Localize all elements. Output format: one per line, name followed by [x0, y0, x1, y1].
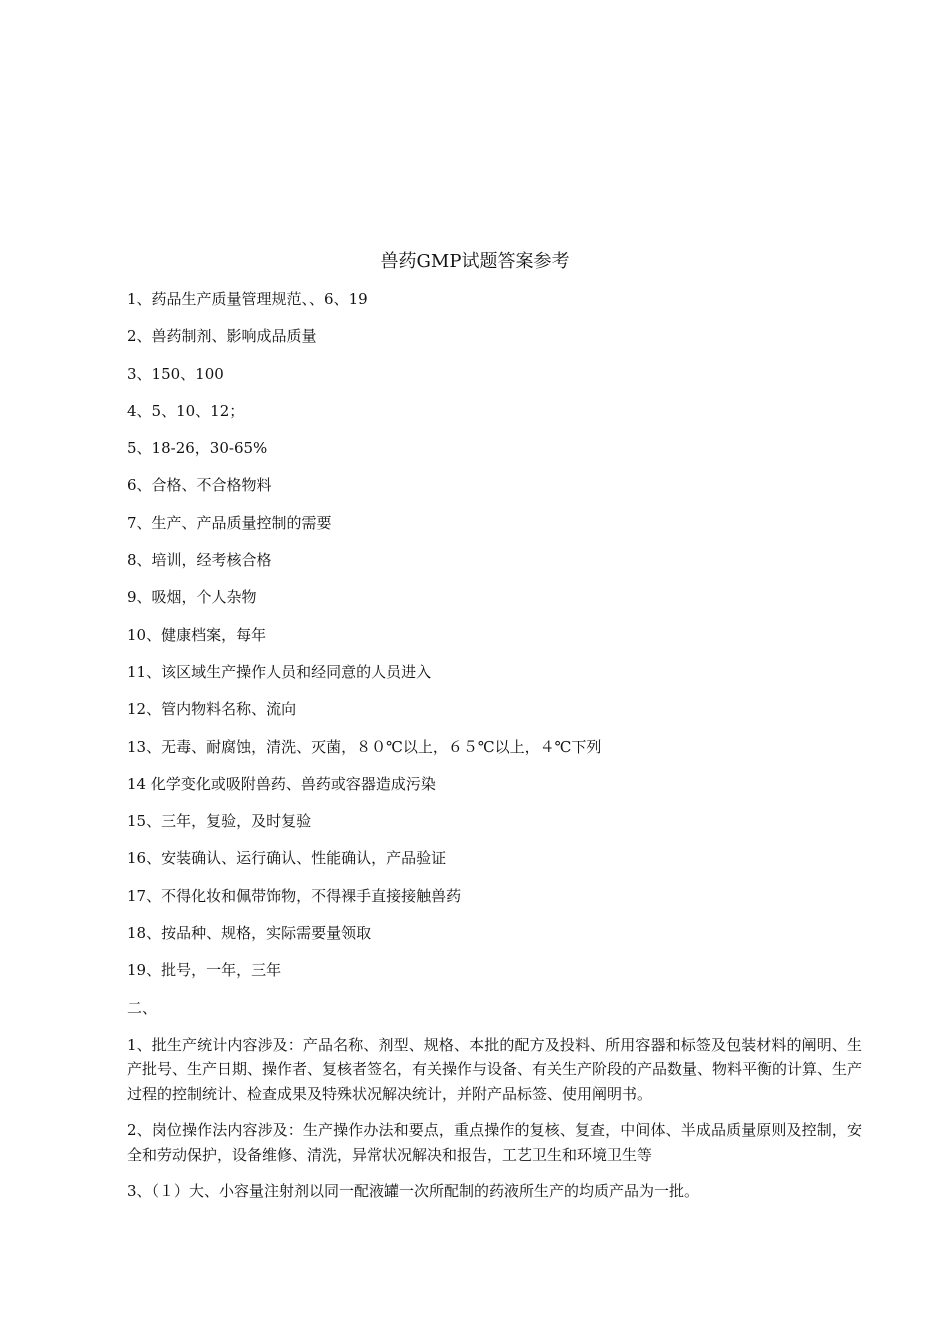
answer-line-3: 3、150、100	[127, 364, 224, 383]
document-title: 兽药GMP试题答案参考	[380, 251, 570, 272]
section2-paragraph-2: 2、岗位操作法内容涉及：生产操作办法和要点，重点操作的复核、复查，中间体、半成品质量原则及控制，安全和劳动保护，设备维修、清洗，异常状况解决和报告，工艺卫生和环境卫生等	[127, 1121, 862, 1164]
answer-line-8: 8、培训，经考核合格	[127, 551, 272, 570]
answer-line-19: 19、批号，一年，三年	[127, 961, 282, 980]
answer-line-15: 15、三年，复验，及时复验	[127, 812, 312, 831]
section2-paragraph-1: 1、批生产统计内容涉及：产品名称、剂型、规格、本批的配方及投料、所用容器和标签及包装材料的阐明、生产批号、生产日期、操作者、复核者签名，有关操作与设备、有关生产阶段的产品数量、物料平衡的计算、生产过程的控制统计、检查成果及特殊状况解决统计，并附产品标签、使用阐明书。	[127, 1035, 863, 1103]
answer-line-4: 4、5、10、12；	[127, 401, 245, 420]
section2-paragraph-3: 3、（１）大、小容量注射剂以同一配液罐一次所配制的药液所生产的均质产品为一批。	[127, 1182, 700, 1201]
answer-line-10: 10、健康档案，每年	[127, 625, 267, 644]
answer-line-9: 9、吸烟，个人杂物	[127, 588, 257, 607]
section-heading-2: 二、	[127, 998, 158, 1017]
answer-line-2: 2、兽药制剂、影响成品质量	[127, 327, 317, 346]
answer-line-1: 1、药品生产质量管理规范、、6、19	[127, 290, 368, 308]
answer-line-11: 11、该区域生产操作人员和经同意的人员进入	[127, 662, 432, 681]
answer-line-16: 16、安装确认、运行确认、性能确认，产品验证	[127, 849, 447, 868]
document-body	[127, 287, 862, 1216]
answer-line-13: 13、无毒、耐腐蚀，清洗、灭菌，８０℃以上，６５℃以上，４℃下列	[127, 737, 602, 756]
answer-line-7: 7、生产、产品质量控制的需要	[127, 513, 332, 532]
answer-line-6: 6、合格、不合格物料	[127, 476, 272, 495]
answer-line-5: 5、18-26，30-65%	[127, 439, 268, 458]
answer-line-17: 17、不得化妆和佩带饰物，不得裸手直接接触兽药	[127, 886, 462, 905]
answer-line-12: 12、管内物料名称、流向	[127, 700, 297, 719]
answer-line-14: 14 化学变化或吸附兽药、兽药或容器造成污染	[127, 774, 436, 793]
answer-line-18: 18、按品种、规格，实际需要量领取	[127, 924, 372, 943]
